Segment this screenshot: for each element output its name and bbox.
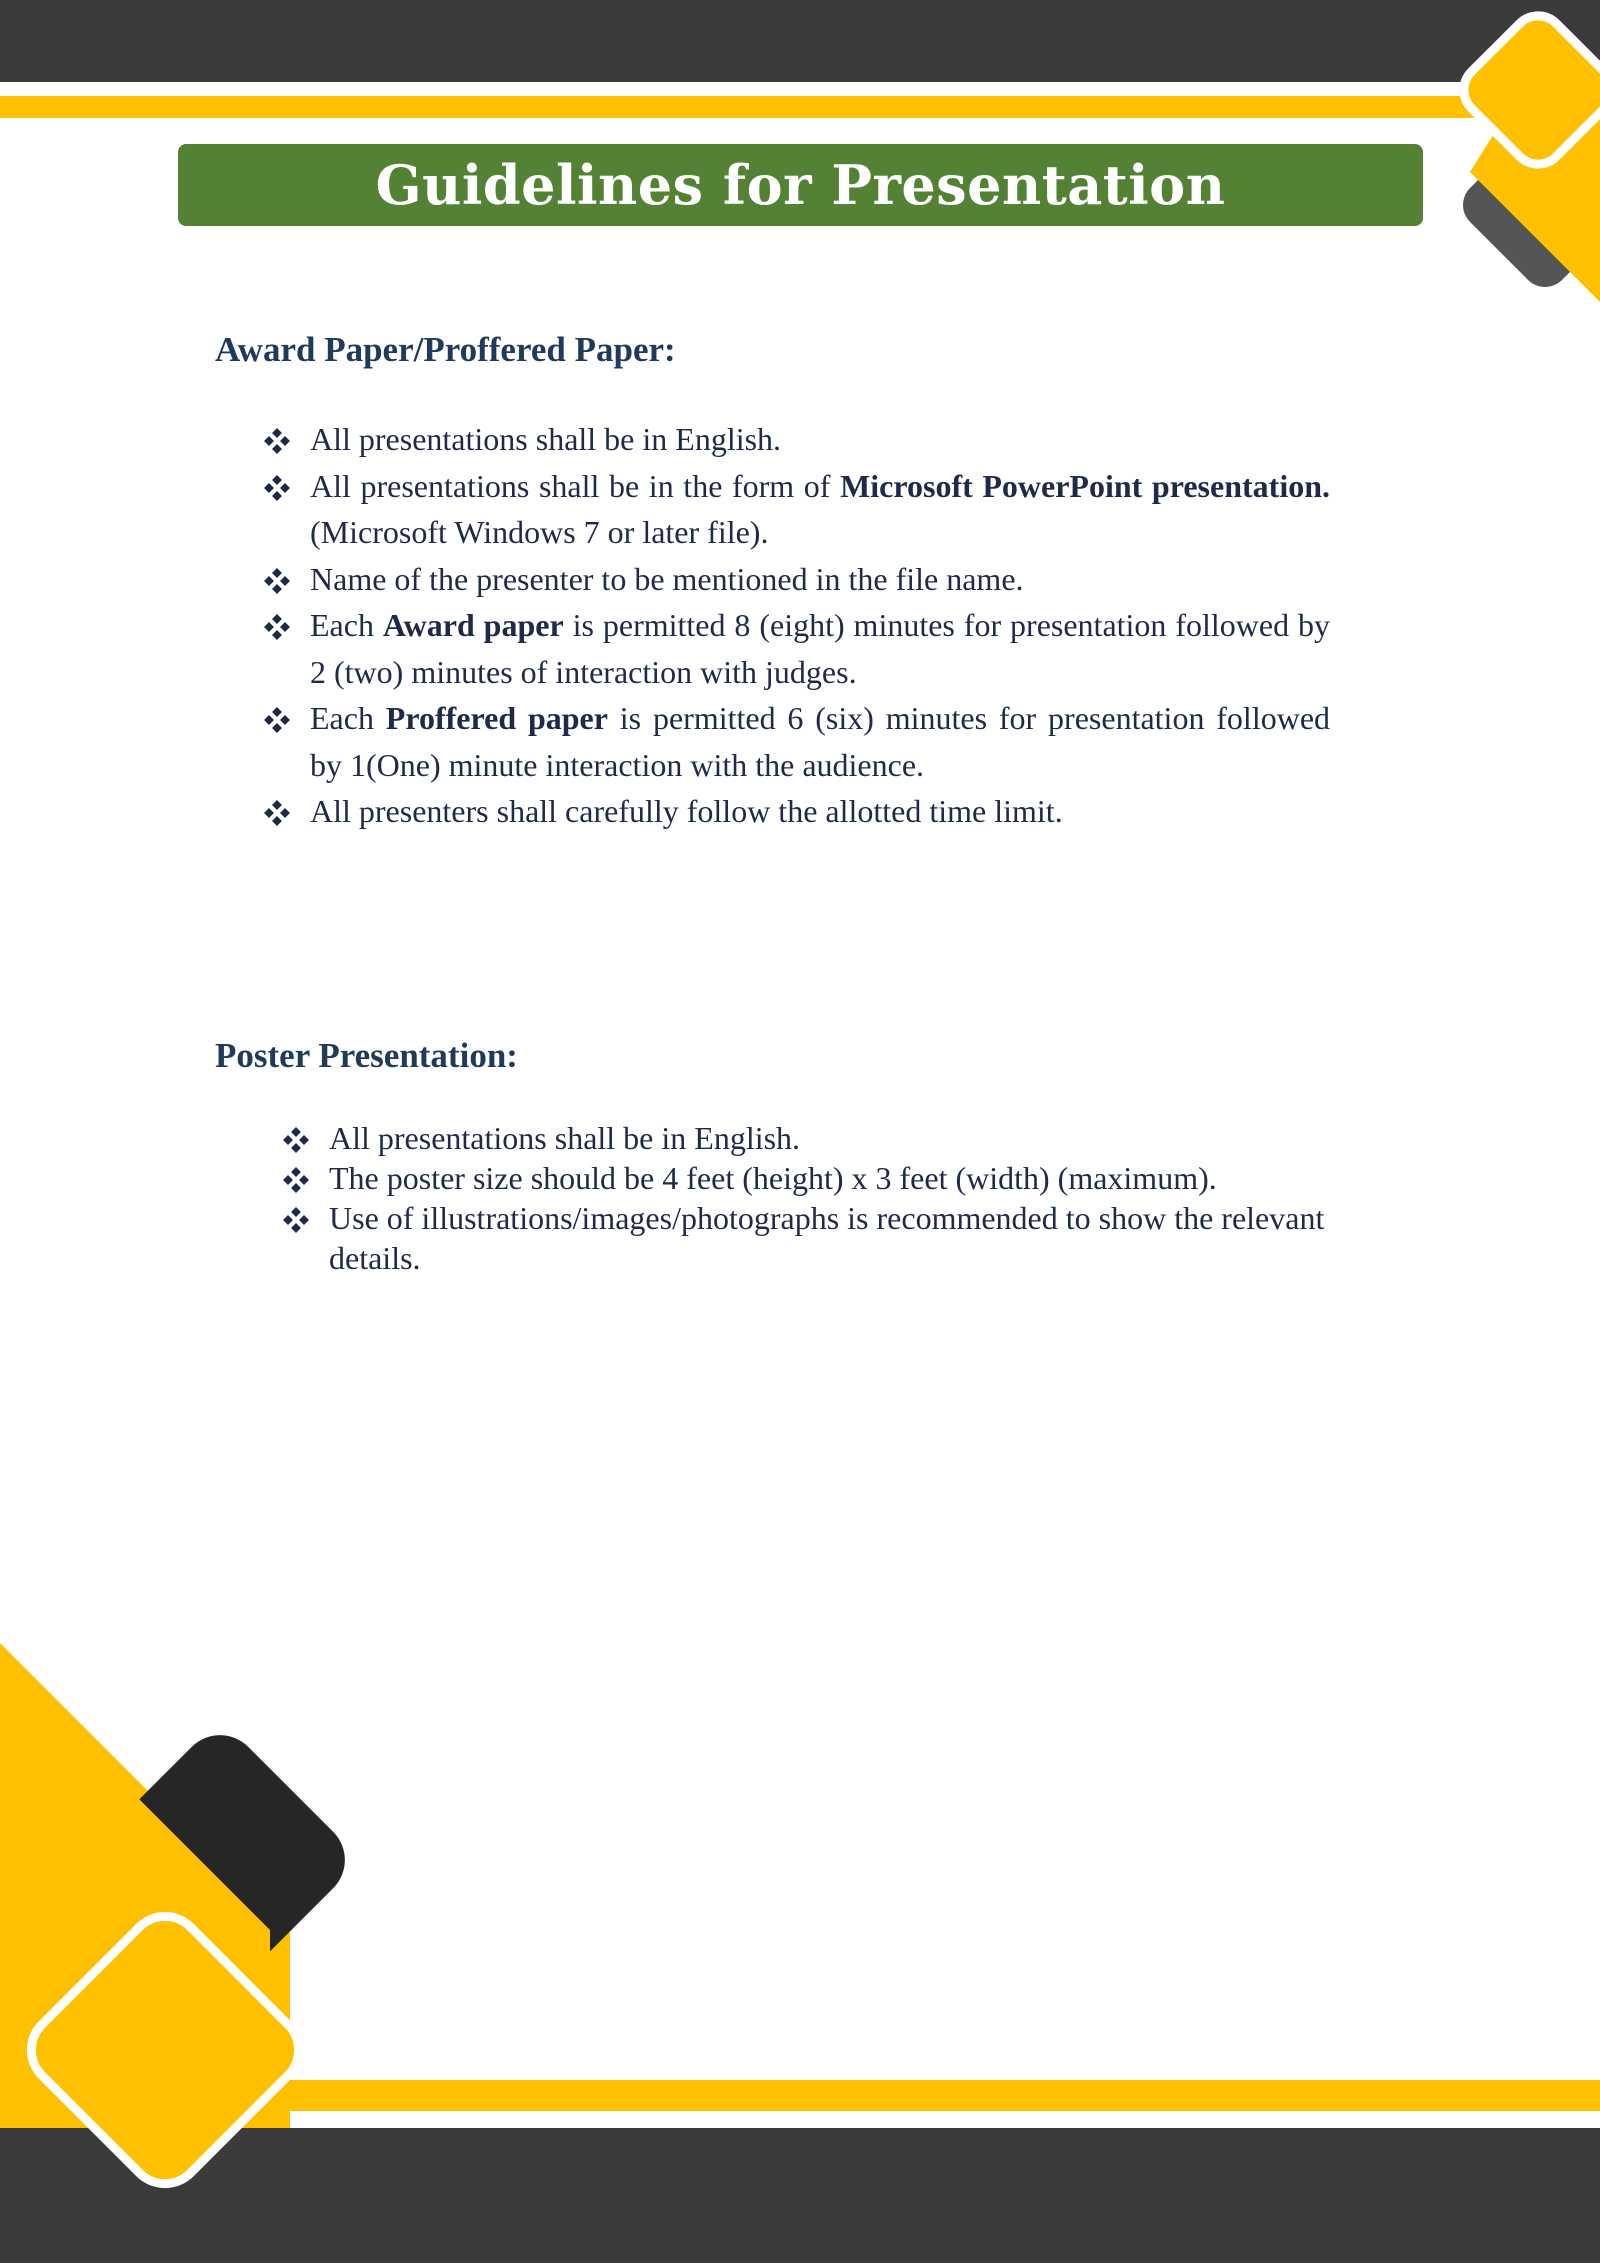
list-item [310, 602, 1330, 695]
list-item [310, 416, 1330, 463]
poster-guidelines-list [329, 1118, 1339, 1278]
item-text-post: is permitted 8 (eight) minutes for presentation followed by 2 (two) minutes of interaction with judges. [310, 607, 1331, 690]
item-text: All presentations shall be in English. [329, 1120, 801, 1156]
bottom-left-yellow-square [17, 1902, 314, 2199]
diamond-four-bullet-icon [283, 1167, 309, 1193]
diamond-four-bullet-icon [264, 614, 290, 640]
item-text: The poster size should be 4 feet (height) x 3 feet (width) (maximum). [329, 1160, 1217, 1196]
award-guidelines-list [310, 416, 1330, 835]
list-item [329, 1118, 1339, 1158]
diamond-four-bullet-icon [264, 568, 290, 594]
item-text-pre: All presentations shall be in the form of [310, 467, 841, 504]
item-text: Use of illustrations/images/photographs is recommended to show the relevant details. [329, 1200, 1325, 1276]
item-text-bold: Proffered paper [385, 700, 608, 736]
list-item [310, 695, 1330, 788]
bottom-left-yellow-wedge [0, 1643, 290, 2263]
item-text-post: is permitted 6 (six) minutes for presentation followed by 1(One) minute interaction with the audience. [310, 700, 1331, 783]
award-section-heading: Award Paper/Proffered Paper: [215, 330, 676, 369]
list-item [310, 556, 1330, 603]
diamond-four-bullet-icon [264, 428, 290, 454]
item-text: All presenters shall carefully follow the allotted time limit. [310, 793, 1063, 829]
item-text-bold: Award paper [382, 607, 564, 643]
bottom-dark-band [0, 2128, 1600, 2263]
item-text-pre: Each [310, 700, 386, 736]
top-dark-band [0, 0, 1600, 82]
list-item [310, 788, 1330, 835]
diamond-four-bullet-icon [264, 475, 290, 501]
top-right-yellow-wedge [1470, 60, 1600, 302]
page-title: Guidelines for Presentation [375, 153, 1226, 217]
item-text-bold: Microsoft PowerPoint presentation. [840, 467, 1331, 504]
item-text: All presentations shall be in English. [310, 421, 782, 457]
item-text-pre: Each [310, 607, 383, 643]
bottom-left-black-square [79, 1719, 362, 2002]
list-item [329, 1158, 1339, 1198]
diamond-four-bullet-icon [283, 1127, 309, 1153]
top-yellow-stripe [0, 96, 1600, 118]
top-right-grey-square [1453, 113, 1600, 297]
poster-section-heading: Poster Presentation: [215, 1036, 518, 1075]
list-item [329, 1198, 1339, 1278]
item-text-post: (Microsoft Windows 7 or later file). [310, 514, 769, 550]
diamond-four-bullet-icon [264, 707, 290, 733]
top-right-yellow-square [1453, 5, 1600, 175]
diamond-four-bullet-icon [283, 1207, 309, 1233]
bottom-yellow-stripe [0, 2080, 1600, 2111]
item-text: Name of the presenter to be mentioned in the file name. [310, 560, 1024, 597]
title-banner [178, 144, 1423, 226]
bottom-left-yellow-wedge-overlay [0, 1700, 270, 2263]
diamond-four-bullet-icon [264, 800, 290, 826]
list-item [310, 463, 1330, 556]
